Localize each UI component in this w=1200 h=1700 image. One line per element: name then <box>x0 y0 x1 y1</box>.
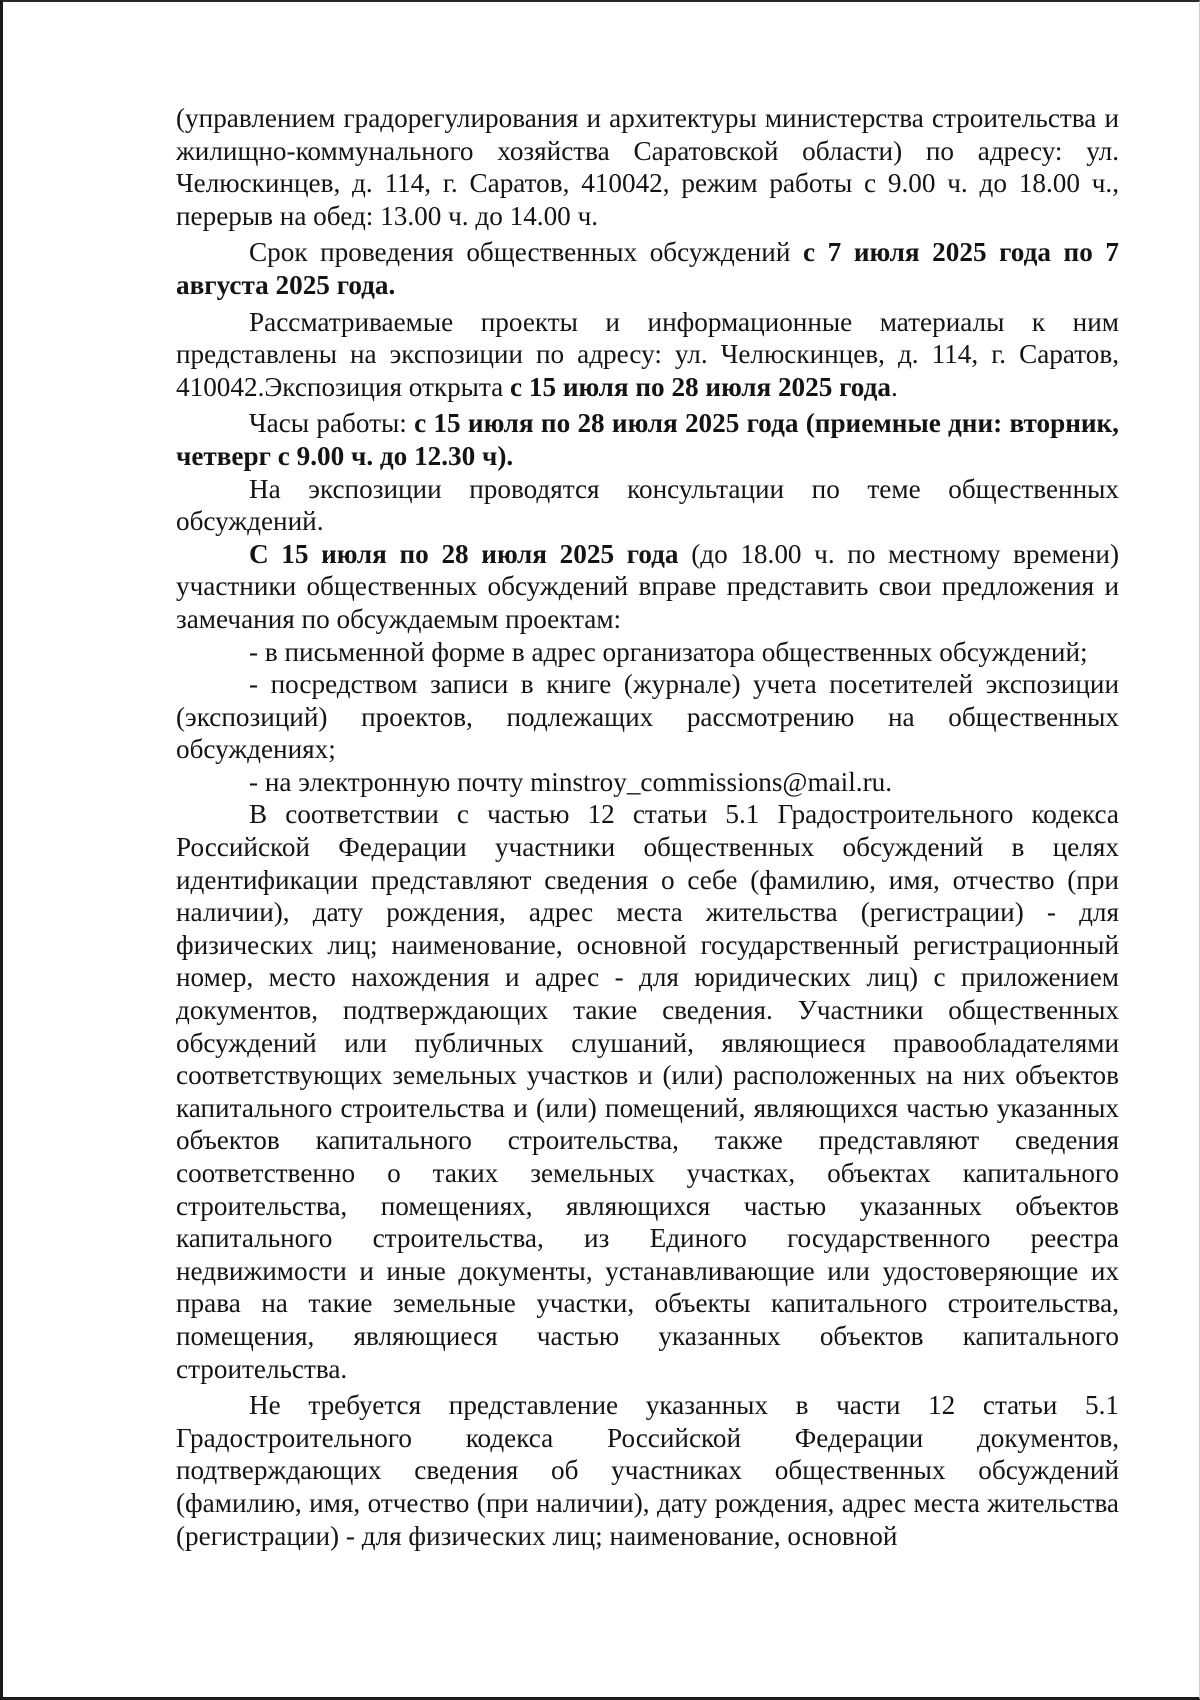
document-body <box>176 102 1119 1552</box>
text-run: На экспозиции проводятся консультации по теме общественных обсуждений. <box>176 473 1119 537</box>
bold-text-run: С 15 июля по 28 июля 2025 года <box>249 538 679 569</box>
document-paragraph <box>176 668 1119 766</box>
text-run: Часы работы: <box>249 408 415 439</box>
text-run: - в письменной форме в адрес организатора общественных обсуждений; <box>249 636 1088 667</box>
bold-text-run: с 15 июля по 28 июля 2025 года (приемные дни: вторник, четверг с 9.00 ч. до 12.30 ч). <box>176 408 1119 471</box>
bold-text-run: с 7 июля 2025 года по 7 августа 2025 года. <box>176 237 1119 300</box>
document-paragraph <box>176 798 1119 1385</box>
document-paragraph <box>176 236 1119 301</box>
text-run: Рассматриваемые проекты и информационные материалы к ним представлены на экспозиции по адресу: ул. Челюскинцев, д. 114, г. Саратов, 410042.Экспозиция открыта <box>176 306 1119 402</box>
text-run: - посредством записи в книге (журнале) учета посетителей экспозиции (экспозиций) проектов, подлежащих рассмотрению на общественных обсуждениях; <box>176 669 1119 765</box>
text-run: Не требуется представление указанных в части 12 статьи 5.1 Градостроительного кодекса Российской Федерации документов, подтверждающих сведения об участниках общественных обсуждений (фамилию, имя, отчество (при наличии), дату рождения, адрес места жительства (регистрации) - для физических лиц; наименование, основной <box>176 1390 1119 1551</box>
text-run: . <box>890 371 898 402</box>
text-run: (управлением градорегулирования и архитектуры министерства строительства и жилищно-коммунального хозяйства Саратовской области) по адресу: ул. Челюскинцев, д. 114, г. Саратов, 410042, режим работы с 9.00 ч. до 18.00 ч., перерыв на обед: 13.00 ч. до 14.00 ч. <box>176 103 1119 231</box>
bold-text-run: с 15 июля по 28 июля 2025 года <box>510 371 891 402</box>
document-paragraph <box>176 102 1119 232</box>
document-paragraph <box>176 407 1119 472</box>
text-run: В соответствии с частью 12 статьи 5.1 Градостроительного кодекса Российской Федерации участники общественных обсуждений в целях идентификации представляют сведения о себе (фамилию, имя, отчество (при наличии), дату рождения, адрес места жительства (регистрации) - для физических лиц; наименование, основной государственный регистрационный номер, место нахождения и адрес - для юридических лиц) с приложением документов, подтверждающих такие сведения. Участники общественных обсуждений или публичных слушаний, являющиеся правообладателями соответствующих земельных участков и (или) расположенных на них объектов капитального строительства и (или) помещений, являющихся частью указанных объектов капитального строительства, также представляют сведения соответственно о таких земельных участках, объектах капитального строительства, помещениях, являющихся частью указанных объектов капитального строительства, из Единого государственного реестра недвижимости и иные документы, устанавливающие или удостоверяющие их права на такие земельные участки, объекты капитального строительства, помещения, являющиеся частью указанных объектов капитального строительства. <box>176 799 1119 1384</box>
text-run: - на электронную почту minstroy_commissions@mail.ru. <box>249 766 893 797</box>
text-run: (до 18.00 ч. по местному времени) участники общественных обсуждений вправе представить свои предложения и замечания по обсуждаемым проектам: <box>176 538 1119 634</box>
document-paragraph <box>176 766 1119 799</box>
document-paragraph <box>176 538 1119 636</box>
document-paragraph <box>176 1389 1119 1552</box>
text-run: Срок проведения общественных обсуждений <box>249 237 803 268</box>
document-paragraph <box>176 306 1119 404</box>
document-paragraph <box>176 473 1119 538</box>
document-paragraph <box>176 636 1119 669</box>
